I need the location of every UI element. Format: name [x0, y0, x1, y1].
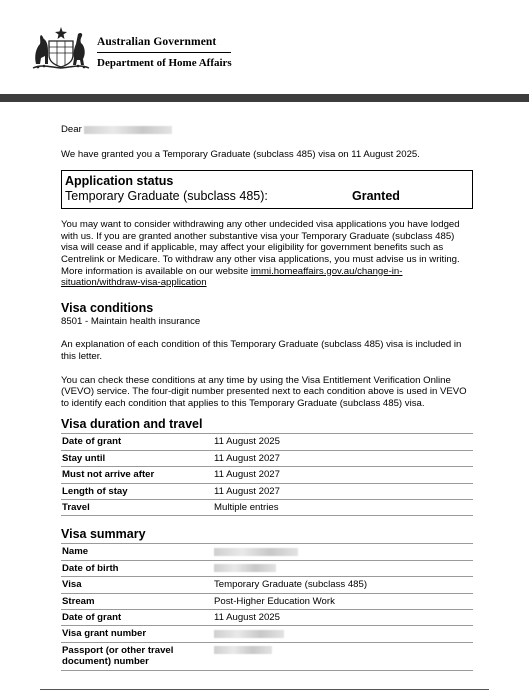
table-row — [61, 467, 473, 483]
redacted-grant-number — [214, 630, 284, 638]
row-label: Stay until — [61, 450, 213, 466]
row-value — [213, 642, 473, 670]
coat-of-arms-icon — [30, 24, 92, 72]
row-value — [213, 560, 473, 576]
row-label: Name — [61, 544, 213, 560]
header-bar — [0, 94, 529, 102]
withdraw-paragraph-text: You may want to consider withdrawing any other undecided visa applications you have lodged with us. If you are granted another substantive visa your Temporary Graduate (subclass 485) visa will cease and if applicable, may affect your eligibility for government benefits such as Centrelink or Medicare. To withdraw any other visa applications, you must advise us in writing. More information is available on our website — [61, 219, 460, 277]
application-status-label: Temporary Graduate (subclass 485): — [65, 189, 268, 204]
salutation-text: Dear — [61, 124, 82, 135]
row-value — [213, 544, 473, 560]
row-label: Date of grant — [61, 609, 213, 625]
row-value: Temporary Graduate (subclass 485) — [213, 577, 473, 593]
row-label: Length of stay — [61, 483, 213, 499]
footer-divider — [40, 689, 489, 690]
row-value: 11 August 2027 — [213, 450, 473, 466]
table-row — [61, 499, 473, 515]
table-row — [61, 577, 473, 593]
letter-body — [61, 124, 473, 671]
row-value: 11 August 2027 — [213, 467, 473, 483]
visa-summary-table — [61, 543, 473, 670]
row-label: Travel — [61, 499, 213, 515]
table-row — [61, 642, 473, 670]
conditions-explanation: An explanation of each condition of this Temporary Graduate (subclass 485) visa is included in this letter. — [61, 339, 462, 362]
department-name: Department of Home Affairs — [97, 57, 232, 69]
vevo-paragraph: You can check these conditions at any time by using the Visa Entitlement Verification Online (VEVO) service. The four-digit number presented next to each condition above is used in VEVO to identify each condition that applies to this Temporary Graduate (subclass 485) visa. — [61, 374, 467, 409]
application-status-box — [61, 170, 473, 209]
letterhead-divider — [97, 52, 231, 53]
table-row — [61, 434, 473, 450]
visa-duration-table — [61, 433, 473, 516]
redacted-date-of-birth — [214, 564, 276, 572]
condition-item: 8501 - Maintain health insurance — [61, 315, 201, 327]
letterhead — [0, 0, 529, 94]
row-label: Must not arrive after — [61, 467, 213, 483]
row-value: Post-Higher Education Work — [213, 593, 473, 609]
row-value: 11 August 2025 — [213, 434, 473, 450]
table-row — [61, 609, 473, 625]
redacted-recipient-name — [84, 126, 172, 134]
row-label: Passport (or other travel document) number — [61, 642, 213, 670]
row-value: 11 August 2025 — [213, 609, 473, 625]
visa-conditions-heading: Visa conditions — [61, 300, 154, 315]
redacted-passport-number — [214, 646, 272, 654]
row-label: Date of grant — [61, 434, 213, 450]
row-label: Visa — [61, 577, 213, 593]
table-row — [61, 483, 473, 499]
withdraw-link[interactable]: immi.homeaffairs.gov.au/change-in-situation/withdraw-visa-application — [61, 265, 403, 289]
row-label: Visa grant number — [61, 626, 213, 642]
table-row — [61, 560, 473, 576]
government-name: Australian Government — [97, 36, 217, 48]
visa-summary-heading: Visa summary — [61, 527, 146, 542]
visa-duration-heading: Visa duration and travel — [61, 417, 203, 432]
application-status-value: Granted — [352, 189, 400, 204]
redacted-name — [214, 548, 298, 556]
grant-intro: We have granted you a Temporary Graduate (subclass 485) visa on 11 August 2025. — [61, 148, 420, 160]
table-row — [61, 626, 473, 642]
table-row — [61, 544, 473, 560]
table-row — [61, 450, 473, 466]
application-status-heading: Application status — [65, 174, 174, 189]
row-value: Multiple entries — [213, 499, 473, 515]
row-label: Stream — [61, 593, 213, 609]
withdraw-paragraph — [61, 219, 473, 289]
row-value: 11 August 2027 — [213, 483, 473, 499]
salutation — [61, 124, 473, 136]
application-status-row — [65, 189, 468, 204]
table-row — [61, 593, 473, 609]
row-label: Date of birth — [61, 560, 213, 576]
row-value — [213, 626, 473, 642]
